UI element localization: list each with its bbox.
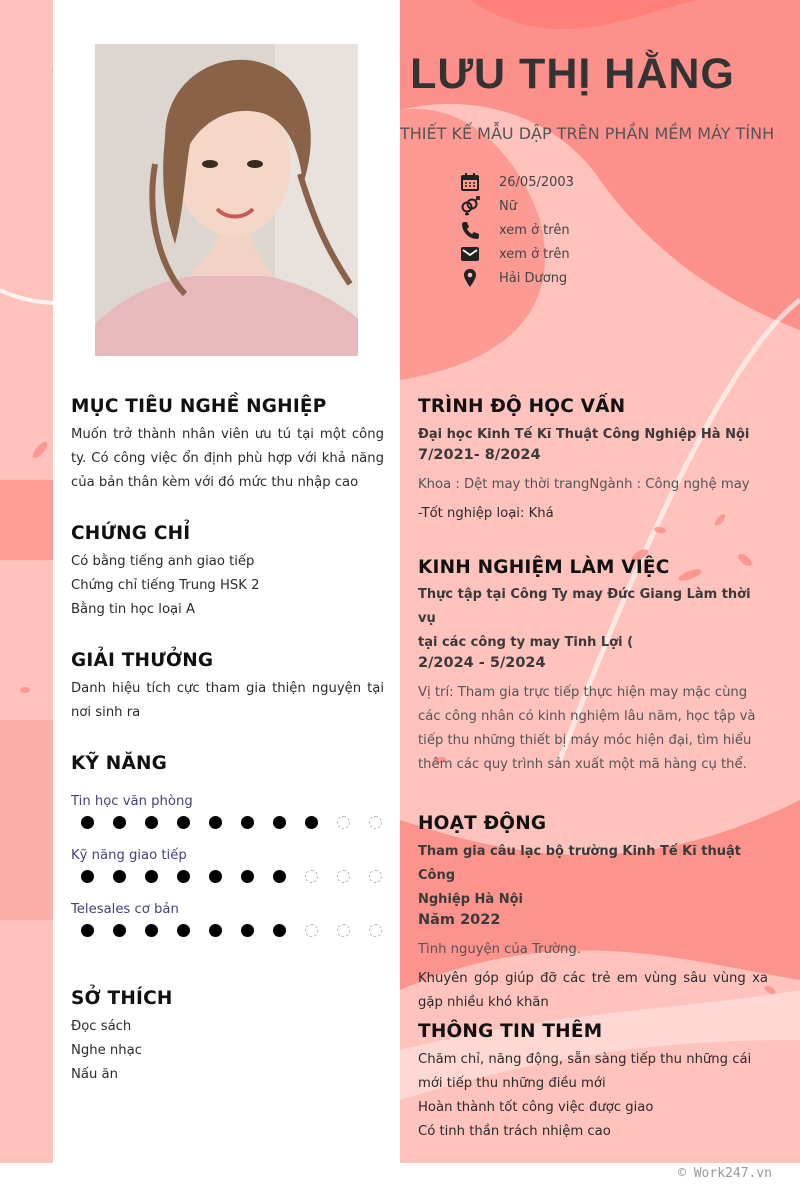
- phone-value: xem ở trên: [499, 222, 570, 238]
- contact-row-gender: [460, 194, 574, 218]
- phone-icon: [460, 220, 480, 240]
- skills-title: KỸ NĂNG: [71, 753, 168, 774]
- rating-dot-filled: [135, 869, 167, 883]
- hobby-item: Nấu ăn: [71, 1067, 118, 1082]
- rating-dot-filled: [199, 815, 231, 829]
- skill-rating: [71, 923, 391, 937]
- awards-section: [71, 650, 384, 725]
- education-title: TRÌNH ĐỘ HỌC VẤN: [418, 396, 626, 417]
- rating-dot-filled: [103, 815, 135, 829]
- certificates-section: [71, 523, 384, 622]
- rating-dot-filled: [231, 923, 263, 937]
- address-value: Hải Dương: [499, 270, 568, 286]
- rating-dot-filled: [71, 923, 103, 937]
- rating-dot-filled: [103, 869, 135, 883]
- activity-org-line: Nghiệp Hà Nội: [418, 892, 523, 907]
- additional-info-item: Chăm chỉ, năng động, sẵn sàng tiếp thu những cái mới tiếp thu những điều mới: [418, 1052, 752, 1091]
- hobby-item: Đọc sách: [71, 1019, 132, 1034]
- skill-item: [71, 848, 391, 883]
- hobbies-title: SỞ THÍCH: [71, 988, 173, 1009]
- birthday-value: 26/05/2003: [499, 174, 574, 190]
- contact-row-birthday: [460, 170, 574, 194]
- rating-dot-filled: [167, 815, 199, 829]
- experience-section: [418, 557, 768, 777]
- contact-list: [460, 170, 574, 290]
- certificate-item: Chứng chỉ tiếng Trung HSK 2: [71, 578, 260, 593]
- activities-title: HOẠT ĐỘNG: [418, 813, 547, 834]
- experience-description: Vị trí: Tham gia trực tiếp thực hiện may mặc cùng các công nhân có kinh nghiệm lâu năm, học tập và tiếp thu những thiết bị máy móc hiện đại, tìm hiểu thêm các quy trình sản xuất một mã hàng cụ thể.: [418, 685, 756, 772]
- skill-rating: [71, 869, 391, 883]
- education-major: Khoa : Dệt may thời trangNgành : Công nghệ may: [418, 477, 750, 492]
- career-goal-title: MỤC TIÊU NGHỀ NGHIỆP: [71, 396, 327, 417]
- rating-dot-filled: [263, 815, 295, 829]
- rating-dot-empty: [295, 869, 327, 883]
- education-school: Đại học Kinh Tế Kĩ Thuật Công Nghiệp Hà Nội: [418, 427, 750, 442]
- skill-name: Tin học văn phòng: [71, 794, 193, 809]
- candidate-name: LƯU THỊ HẰNG: [410, 50, 735, 98]
- awards-title: GIẢI THƯỞNG: [71, 650, 214, 671]
- job-title: THIẾT KẾ MẪU DẬP TRÊN PHẦN MỀM MÁY TÍNH: [400, 124, 775, 143]
- activity-year: Năm 2022: [418, 912, 501, 928]
- watermark-text: © Work247.vn: [678, 1166, 772, 1181]
- rating-dot-filled: [167, 869, 199, 883]
- skill-rating: [71, 815, 391, 829]
- rating-dot-empty: [295, 923, 327, 937]
- hobby-item: Nghe nhạc: [71, 1043, 142, 1058]
- rating-dot-filled: [135, 815, 167, 829]
- activity-role: Tình nguyện của Trường.: [418, 942, 581, 957]
- rating-dot-filled: [135, 923, 167, 937]
- activity-org-line: Tham gia câu lạc bộ trường Kinh Tế Kĩ thuật Công: [418, 844, 741, 883]
- rating-dot-empty: [327, 815, 359, 829]
- rating-dot-empty: [359, 923, 391, 937]
- activity-description: Khuyên góp giúp đỡ các trẻ em vùng sâu vùng xa gặp nhiều khó khăn: [418, 971, 768, 1010]
- certificates-title: CHỨNG CHỈ: [71, 523, 191, 544]
- rating-dot-filled: [199, 869, 231, 883]
- rating-dot-filled: [263, 923, 295, 937]
- education-result: -Tốt nghiệp loại: Khá: [418, 506, 554, 521]
- rating-dot-filled: [71, 815, 103, 829]
- rating-dot-empty: [327, 923, 359, 937]
- activities-section: [418, 813, 768, 1015]
- rating-dot-empty: [327, 869, 359, 883]
- certificate-item: Bằng tin học loại A: [71, 602, 195, 617]
- skill-item: [71, 902, 391, 937]
- certificate-item: Có bằng tiếng anh giao tiếp: [71, 554, 255, 569]
- additional-info-section: [418, 1021, 768, 1144]
- rating-dot-filled: [295, 815, 327, 829]
- contact-row-phone: [460, 218, 574, 242]
- hobbies-section: [71, 988, 384, 1087]
- education-period: 7/2021- 8/2024: [418, 447, 541, 463]
- experience-company-line: tại các công ty may Tinh Lợi (: [418, 635, 634, 650]
- rating-dot-empty: [359, 869, 391, 883]
- awards-text: Danh hiệu tích cực tham gia thiện nguyện tại nơi sinh ra: [71, 681, 384, 720]
- skill-item: [71, 794, 391, 829]
- experience-company-line: Thực tập tại Công Ty may Đức Giang Làm thời vụ: [418, 587, 751, 626]
- experience-title: KINH NGHIỆM LÀM VIỆC: [418, 557, 670, 578]
- contact-row-email: [460, 242, 574, 266]
- rating-dot-filled: [167, 923, 199, 937]
- education-section: [418, 396, 768, 526]
- skill-name: Telesales cơ bản: [71, 902, 179, 917]
- rating-dot-filled: [231, 815, 263, 829]
- rating-dot-filled: [263, 869, 295, 883]
- rating-dot-filled: [103, 923, 135, 937]
- gender-value: Nữ: [499, 198, 517, 214]
- additional-info-title: THÔNG TIN THÊM: [418, 1021, 603, 1042]
- experience-period: 2/2024 - 5/2024: [418, 655, 546, 671]
- gender-icon: [460, 196, 480, 216]
- skill-name: Kỹ năng giao tiếp: [71, 848, 187, 863]
- rating-dot-empty: [359, 815, 391, 829]
- skills-section: [71, 753, 391, 937]
- email-icon: [460, 244, 480, 264]
- contact-row-address: [460, 266, 574, 290]
- rating-dot-filled: [231, 869, 263, 883]
- location-pin-icon: [460, 268, 480, 288]
- rating-dot-filled: [71, 869, 103, 883]
- additional-info-item: Hoàn thành tốt công việc được giao: [418, 1100, 654, 1115]
- calendar-icon: [460, 172, 480, 192]
- profile-photo: [95, 44, 358, 356]
- rating-dot-filled: [199, 923, 231, 937]
- career-goal-section: [71, 396, 384, 495]
- email-value: xem ở trên: [499, 246, 570, 262]
- additional-info-item: Có tinh thần trách nhiệm cao: [418, 1124, 611, 1139]
- career-goal-text: Muốn trở thành nhân viên ưu tú tại một công ty. Có công việc ổn định phù hợp với khả năng của bản thân kèm với đó mức thu nhập cao: [71, 427, 384, 490]
